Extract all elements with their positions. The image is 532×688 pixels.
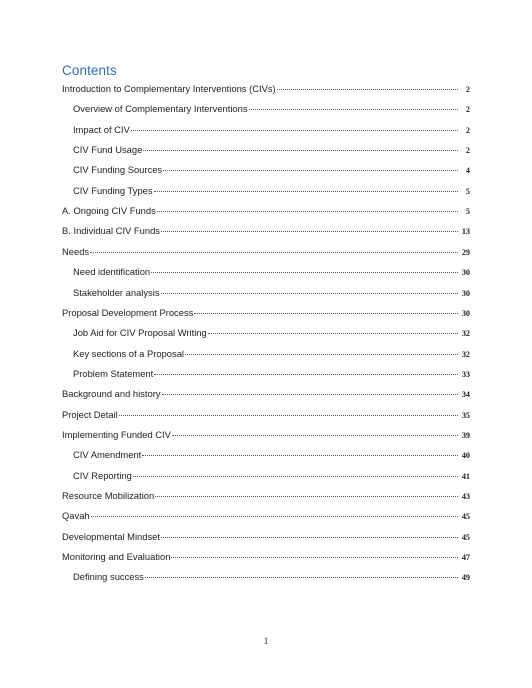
toc-entry-title: B. Individual CIV Funds [62, 225, 160, 237]
toc-entry[interactable] [62, 531, 470, 544]
toc-entry-page-number: 32 [461, 349, 470, 359]
toc-entry[interactable] [62, 388, 470, 401]
toc-dot-leader [162, 394, 459, 395]
toc-entry-title: CIV Reporting [73, 469, 132, 481]
toc-dot-leader [133, 476, 458, 477]
toc-dot-leader [161, 293, 458, 294]
toc-entry-title: Introduction to Complementary Interventions (CIVs) [62, 83, 276, 94]
toc-entry[interactable] [62, 551, 470, 564]
toc-entry-title: Stakeholder analysis [73, 286, 160, 298]
toc-entry-page-number: 34 [461, 390, 470, 400]
toc-entry[interactable] [73, 571, 470, 584]
toc-dot-leader [185, 354, 458, 355]
toc-entry[interactable] [73, 327, 470, 340]
toc-dot-leader [154, 374, 458, 375]
toc-dot-leader [155, 496, 458, 497]
toc-entry-page-number: 2 [465, 146, 470, 156]
toc-entry[interactable] [62, 429, 470, 442]
toc-dot-leader [91, 516, 458, 517]
toc-entry[interactable] [62, 490, 470, 503]
toc-dot-leader [131, 130, 458, 131]
toc-entry[interactable] [62, 225, 470, 238]
toc-entry-page-number: 2 [465, 105, 470, 115]
toc-dot-leader [154, 191, 458, 192]
toc-entry-title: Resource Mobilization [62, 490, 155, 501]
toc-entry-page-number: 41 [461, 471, 470, 481]
toc-entry-page-number: 5 [465, 207, 470, 217]
toc-entry[interactable] [73, 124, 470, 137]
toc-entry-title: Proposal Development Process [62, 306, 194, 318]
toc-entry-page-number: 30 [461, 288, 470, 298]
toc-entry[interactable] [73, 470, 470, 483]
toc-dot-leader [208, 333, 458, 334]
toc-entry-title: Job Aid for CIV Proposal Writing [73, 327, 207, 339]
toc-entry[interactable] [73, 185, 470, 198]
toc-entry[interactable] [73, 164, 470, 177]
toc-entry-page-number: 32 [461, 329, 470, 339]
toc-entry-title: CIV Funding Sources [73, 164, 163, 176]
toc-dot-leader [161, 231, 458, 232]
toc-entry[interactable] [73, 144, 470, 157]
toc-entry-page-number: 49 [461, 573, 470, 583]
toc-entry[interactable] [73, 348, 470, 361]
toc-entry-title: Background and history [62, 388, 161, 400]
toc-entry-page-number: 33 [461, 369, 470, 379]
toc-entry-title: A. Ongoing CIV Funds [62, 205, 156, 217]
page-number: 1 [263, 636, 269, 646]
toc-entry-title: CIV Fund Usage [73, 144, 143, 156]
toc-entry-title: Implementing Funded CIV [62, 428, 171, 440]
toc-entry[interactable] [73, 449, 470, 462]
toc-entry[interactable] [73, 103, 470, 116]
toc-entry-title: Overview of Complementary Interventions [73, 103, 248, 115]
toc-dot-leader [194, 313, 458, 314]
toc-entry[interactable] [73, 287, 470, 300]
toc-dot-leader [277, 89, 458, 90]
toc-entry-title: Monitoring and Evaluation [62, 551, 171, 563]
toc-entry-page-number: 45 [461, 532, 470, 542]
toc-dot-leader [161, 537, 458, 538]
toc-entry-page-number: 47 [461, 553, 470, 563]
toc-dot-leader [119, 415, 458, 416]
toc-entry-page-number: 43 [461, 492, 470, 501]
toc-entry-page-number: 13 [461, 227, 470, 237]
toc-dot-leader [145, 577, 458, 578]
toc-dot-leader [163, 170, 458, 171]
toc-dot-leader [90, 252, 458, 253]
toc-entry-title: Problem Statement [73, 367, 154, 379]
toc-entry[interactable] [62, 409, 470, 422]
toc-entry-title: Defining success [73, 571, 144, 583]
toc-entry[interactable] [62, 307, 470, 320]
toc-entry-title: Project Detail [62, 408, 118, 420]
toc-dot-leader [172, 435, 458, 436]
toc-entry-title: Needs [62, 245, 90, 257]
toc-entry-title: Key sections of a Proposal [73, 347, 184, 359]
toc-entry[interactable] [62, 510, 470, 523]
toc-entry-page-number: 30 [461, 308, 470, 318]
toc-entry-title: CIV Funding Types [73, 184, 153, 196]
toc-entry[interactable] [73, 368, 470, 381]
toc-entry-title: Impact of CIV [73, 123, 130, 135]
toc-entry[interactable] [62, 83, 470, 96]
toc-entry-page-number: 4 [465, 166, 470, 176]
toc-entry-title: Developmental Mindset [62, 530, 160, 542]
toc-entry-page-number: 45 [461, 512, 470, 522]
toc-entry-title: Qavah [62, 510, 90, 522]
toc-entry-page-number: 35 [461, 410, 470, 420]
toc-entry-page-number: 2 [465, 125, 470, 135]
toc-dot-leader [142, 455, 458, 456]
toc-entry-page-number: 2 [465, 85, 470, 94]
toc-entry-page-number: 40 [461, 451, 470, 461]
toc-dot-leader [171, 557, 458, 558]
toc-entry-page-number: 5 [465, 186, 470, 196]
toc-dot-leader [157, 211, 458, 212]
toc-entry[interactable] [73, 266, 470, 279]
toc-entry[interactable] [62, 205, 470, 218]
toc-entry-page-number: 30 [461, 268, 470, 278]
toc-entry-page-number: 29 [461, 247, 470, 257]
toc-dot-leader [143, 150, 458, 151]
contents-heading: Contents [62, 63, 117, 78]
toc-entry-title: CIV Amendment [73, 449, 142, 461]
toc-entry-title: Need identification [73, 266, 151, 278]
toc-entry[interactable] [62, 246, 470, 259]
toc-dot-leader [151, 272, 458, 273]
toc-dot-leader [249, 109, 458, 110]
toc-entry-page-number: 39 [461, 430, 470, 440]
